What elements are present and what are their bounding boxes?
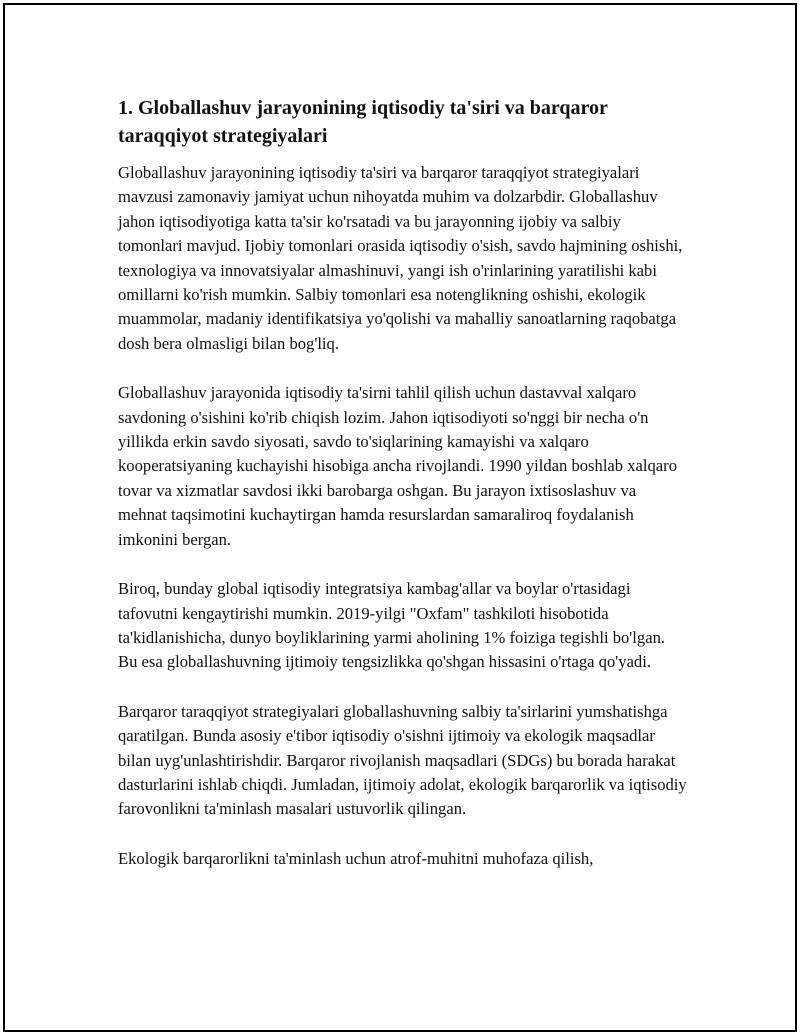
document-title: 1. Globallashuv jarayonining iqtisodiy ta'siri va barqaror taraqqiyot strategiyalari xyxy=(118,97,608,147)
paragraph-1: Globallashuv jarayonining iqtisodiy ta'siri va barqaror taraqqiyot strategiyalari mavzusi zamonaviy jamiyat uchun nihoyatda muhim va dolzarbdir. Globallashuv jahon iqtisodiyotiga katta ta'sir ko'rsatadi va bu jarayonning ijobiy va salbiy tomonlari mavjud. Ijobiy tomonlari orasida iqtisodiy o'sish, savdo hajmining oshishi, texnologiya va innovatsiyalar almashinuvi, yangi ish o'rinlarining yaratilishi kabi omillarni ko'rish mumkin. Salbiy tomonlari esa notenglikning oshishi, ekologik muammolar, madaniy identifikatsiya yo'qolishi va mahalliy sanoatlarning raqobatga dosh bera olmasligi bilan bog'liq. xyxy=(118,163,683,353)
paragraph-2: Globallashuv jarayonida iqtisodiy ta'sirni tahlil qilish uchun dastavval xalqaro savdoning o'sishini ko'rib chiqish lozim. Jahon iqtisodiyoti so'nggi bir necha o'n yillikda erkin savdo siyosati, savdo to'siqlarining kamayishi va xalqaro kooperatsiyaning kuchayishi hisobiga ancha rivojlandi. 1990 yildan boshlab xalqaro tovar va xizmatlar savdosi ikki barobarga oshgan. Bu jarayon ixtisoslashuv va mehnat taqsimotini kuchaytirgan hamda resurslardan samaraliroq foydalanish imkonini bergan. xyxy=(118,383,677,549)
paragraph-5: Ekologik barqarorlikni ta'minlash uchun atrof-muhitni muhofaza qilish, xyxy=(118,848,594,868)
document-content xyxy=(118,94,688,896)
paragraph-4: Barqaror taraqqiyot strategiyalari globallashuvning salbiy ta'sirlarini yumshatishga qaratilgan. Bunda asosiy e'tibor iqtisodiy o'sishni ijtimoiy va ekologik maqsadlar bilan uyg'unlashtirishdir. Barqaror rivojlanish maqsadlari (SDGs) bu borada harakat dasturlarini ishlab chiqdi. Jumladan, ijtimoiy adolat, ekologik barqarorlik va iqtisodiy farovonlikni ta'minlash masalari ustuvorlik qilingan. xyxy=(118,701,687,819)
paragraph-3: Biroq, bunday global iqtisodiy integratsiya kambag'allar va boylar o'rtasidagi tafovutni kengaytirishi mumkin. 2019-yilgi "Oxfam" tashkiloti hisobotida ta'kidlanishicha, dunyo boyliklarining yarmi aholining 1% foiziga tegishli bo'lgan. Bu esa globallashuvning ijtimoiy tengsizlikka qo'shgan hissasini o'rtaga qo'yadi. xyxy=(118,579,666,672)
